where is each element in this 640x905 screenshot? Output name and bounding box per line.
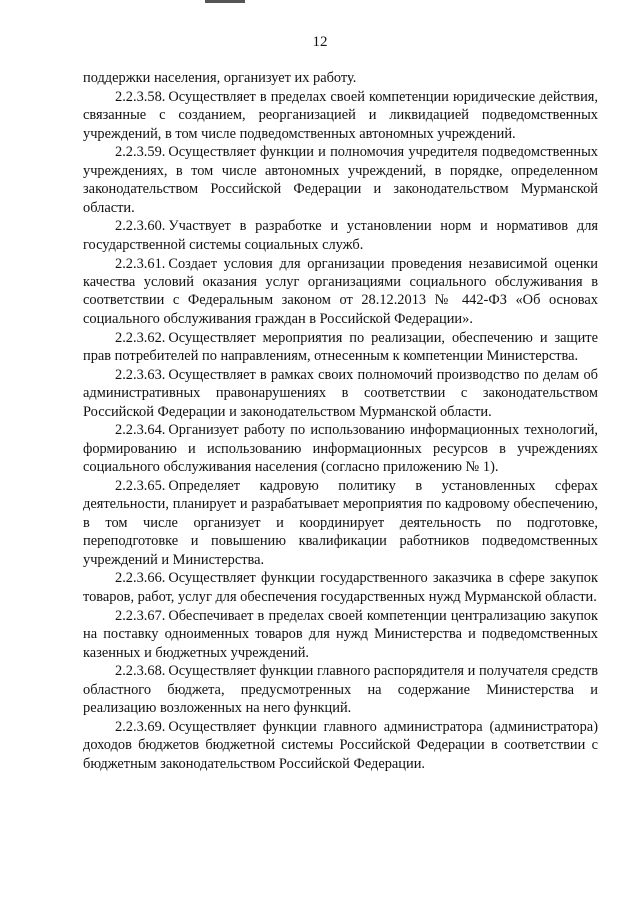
paragraph-2-2-3-66 (83, 569, 598, 606)
paragraph-text: Осуществляет мероприятия по реализации, обеспечению и защите прав потребителей по направлениям, отнесенным к компетенции Министерства. (83, 329, 598, 365)
paragraph-text: Осуществляет в рамках своих полномочий производство по делам об административных правонарушениях в соответствии с законодательством Российской Федерации и законодательством Мурманской области. (83, 366, 598, 420)
clause-number: 2.2.3.69. (115, 718, 166, 735)
clause-number: 2.2.3.67. (115, 607, 166, 624)
document-body (83, 69, 598, 774)
clause-number: 2.2.3.60. (115, 218, 166, 235)
clause-number: 2.2.3.59. (115, 144, 166, 161)
clause-number: 2.2.3.65. (115, 478, 166, 495)
paragraph-text: Осуществляет функции и полномочия учредителя подведомственных учреждениях, в том числе автономных учреждений, в порядке, определенном законодательством Российской Федерации и законодательством Мурманской области. (83, 144, 598, 216)
paragraph-2-2-3-68 (83, 662, 598, 717)
paragraph-text: Участвует в разработке и установлении норм и нормативов для государственной системы социальных служб. (83, 218, 598, 253)
clause-number: 2.2.3.68. (115, 663, 166, 680)
clause-number: 2.2.3.64. (115, 422, 166, 439)
paragraph-2-2-3-65 (83, 477, 598, 569)
paragraph-2-2-3-67 (83, 607, 598, 662)
paragraph-text: Осуществляет функции главного администратора (администратора) доходов бюджетов бюджетной системы Российской Федерации в соответствии с бюджетным законодательством Российской Федерации. (83, 718, 598, 772)
paragraph-2-2-3-60 (83, 217, 598, 254)
paragraph-2-2-3-61 (83, 255, 598, 329)
page-number: 12 (312, 34, 328, 50)
paragraph-2-2-3-58 (83, 88, 598, 143)
paragraph-text: Обеспечивает в пределах своей компетенции централизацию закупок на поставку одноименных товаров для нужд Министерства и подведомственных казенных и бюджетных учреждений. (83, 607, 598, 661)
paragraph-text: поддержки населения, организует их работу. (83, 70, 357, 86)
paragraph-text: Осуществляет функции главного распорядителя и получателя средств областного бюджета, предусмотренных на содержание Министерства и реализацию возложенных на него функций. (83, 663, 598, 717)
clause-number: 2.2.3.62. (115, 329, 166, 346)
paragraph-2-2-3-59 (83, 143, 598, 217)
paragraph-2-2-3-62 (83, 329, 598, 366)
paragraph-2-2-3-63 (83, 366, 598, 421)
paragraph-text: Осуществляет функции государственного заказчика в сфере закупок товаров, работ, услуг для обеспечения государственных нужд Мурманской области. (83, 570, 598, 605)
top-edge-mark (205, 0, 245, 3)
paragraph-2-2-3-69 (83, 718, 598, 773)
paragraph-2-2-3-64 (83, 421, 598, 476)
clause-number: 2.2.3.58. (115, 88, 166, 105)
paragraph-continuation (83, 69, 598, 87)
paragraph-text: Организует работу по использованию информационных технологий, формированию и использованию информационных ресурсов в учреждениях социального обслуживания населения (согласно приложению № 1). (83, 422, 598, 476)
clause-number: 2.2.3.66. (115, 570, 166, 587)
paragraph-text: Определяет кадровую политику в установленных сферах деятельности, планирует и разрабатывает мероприятия по кадровому обеспечению, в том числе организует и координирует деятельность по подготовке, переподготовке и повышению квалификации работников подведомственных учреждений и Министерства. (83, 478, 598, 568)
paragraph-text: Осуществляет в пределах своей компетенции юридические действия, связанные с созданием, реорганизацией и ликвидацией подведомственных учреждений, в том числе подведомственных автономных учреждений. (83, 88, 598, 142)
clause-number: 2.2.3.61. (115, 255, 166, 272)
paragraph-text: Создает условия для организации проведения независимой оценки качества условий оказания услуг организациями социального обслуживания в соответствии с Федеральным законом от 28.12.2013 № 442-ФЗ «Об основах социального обслуживания граждан в Российской Федерации». (83, 255, 598, 327)
clause-number: 2.2.3.63. (115, 366, 166, 383)
